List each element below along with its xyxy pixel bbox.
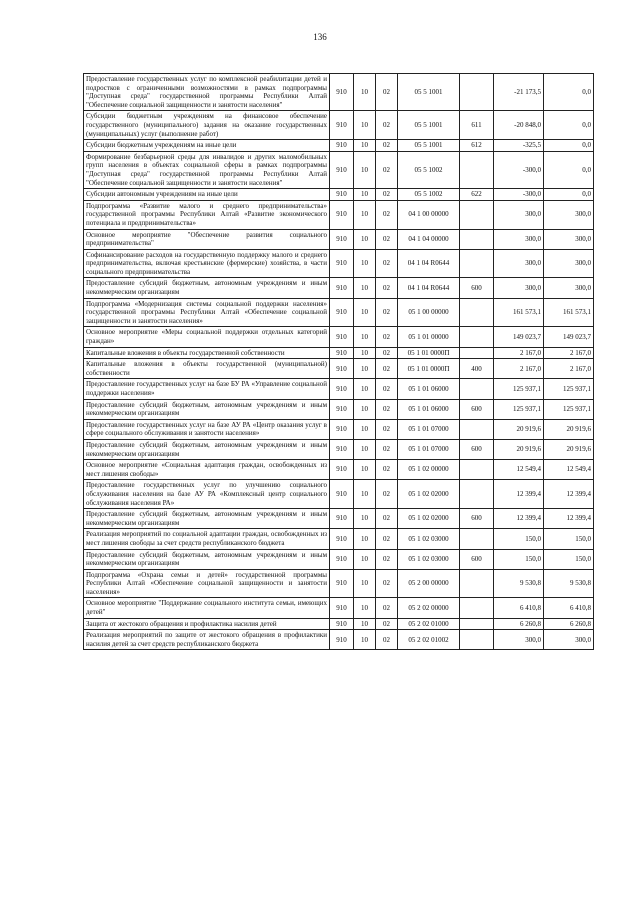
row-section-code: 10	[354, 140, 376, 152]
row-grbs-code: 910	[330, 569, 354, 598]
row-subsection-code: 02	[376, 140, 398, 152]
row-subsection-code: 02	[376, 298, 398, 327]
row-section-code: 10	[354, 298, 376, 327]
row-target-article-code: 05 1 02 00000	[398, 460, 460, 480]
row-target-article-code: 05 5 1002	[398, 189, 460, 201]
row-subsection-code: 02	[376, 229, 398, 249]
row-description: Реализация мероприятий по защите от жестокого обращения в профилактики насилия детей за счет средств республиканского бюджета	[84, 630, 330, 650]
row-amount-year-1: 9 530,8	[494, 569, 544, 598]
row-grbs-code: 910	[330, 111, 354, 140]
row-subsection-code: 02	[376, 598, 398, 618]
row-section-code: 10	[354, 111, 376, 140]
row-target-article-code: 05 1 01 06000	[398, 379, 460, 399]
row-amount-year-1: 12 549,4	[494, 460, 544, 480]
row-grbs-code: 910	[330, 480, 354, 509]
row-grbs-code: 910	[330, 298, 354, 327]
row-amount-year-1: 125 937,1	[494, 379, 544, 399]
row-grbs-code: 910	[330, 229, 354, 249]
row-amount-year-2: 0,0	[544, 74, 594, 111]
row-target-article-code: 05 5 1001	[398, 140, 460, 152]
row-section-code: 10	[354, 419, 376, 439]
row-subsection-code: 02	[376, 379, 398, 399]
row-amount-year-2: 125 937,1	[544, 399, 594, 419]
table-row	[84, 249, 594, 278]
row-subsection-code: 02	[376, 480, 398, 509]
row-grbs-code: 910	[330, 549, 354, 569]
row-description: Софинансирование расходов на государственную поддержку малого и среднего предпринимательства, включая крестьянские (фермерские) хозяйства, в части социального предпринимательства	[84, 249, 330, 278]
row-section-code: 10	[354, 229, 376, 249]
table-row	[84, 529, 594, 549]
row-section-code: 10	[354, 439, 376, 459]
table-row	[84, 111, 594, 140]
row-description: Подпрограмма «Охрана семьи и детей» государственной программы Республики Алтай «Обеспечение социальной защищенности и занятости населения»	[84, 569, 330, 598]
row-amount-year-1: 12 399,4	[494, 509, 544, 529]
row-subsection-code: 02	[376, 630, 398, 650]
row-target-article-code: 05 5 1001	[398, 74, 460, 111]
row-grbs-code: 910	[330, 509, 354, 529]
row-subsection-code: 02	[376, 419, 398, 439]
row-target-article-code: 05 2 02 01000	[398, 618, 460, 630]
row-description: Основное мероприятие «Меры социальной поддержки отдельных категорий граждан»	[84, 327, 330, 347]
row-expense-type-code	[460, 598, 494, 618]
row-target-article-code: 05 2 00 00000	[398, 569, 460, 598]
row-amount-year-1: 300,0	[494, 278, 544, 298]
row-target-article-code: 04 1 04 R0644	[398, 278, 460, 298]
row-grbs-code: 910	[330, 598, 354, 618]
table-row	[84, 359, 594, 379]
row-description: Защита от жестокого обращения и профилактика насилия детей	[84, 618, 330, 630]
row-section-code: 10	[354, 399, 376, 419]
row-amount-year-1: 300,0	[494, 200, 544, 229]
row-expense-type-code: 600	[460, 509, 494, 529]
row-subsection-code: 02	[376, 509, 398, 529]
row-subsection-code: 02	[376, 399, 398, 419]
row-grbs-code: 910	[330, 419, 354, 439]
row-description: Капитальные вложения в объекты государственной собственности	[84, 347, 330, 359]
row-target-article-code: 05 1 01 07000	[398, 419, 460, 439]
row-section-code: 10	[354, 278, 376, 298]
row-amount-year-1: 149 023,7	[494, 327, 544, 347]
row-expense-type-code	[460, 379, 494, 399]
table-row	[84, 399, 594, 419]
row-expense-type-code	[460, 151, 494, 188]
row-amount-year-2: 2 167,0	[544, 359, 594, 379]
row-amount-year-2: 300,0	[544, 229, 594, 249]
row-section-code: 10	[354, 460, 376, 480]
row-expense-type-code: 600	[460, 399, 494, 419]
row-grbs-code: 910	[330, 140, 354, 152]
row-expense-type-code	[460, 298, 494, 327]
row-section-code: 10	[354, 569, 376, 598]
row-description: Субсидии бюджетным учреждениям на финансовое обеспечение государственного (муниципального) задания на оказание государственных (муниципальных) услуг (выполнение работ)	[84, 111, 330, 140]
table-row	[84, 189, 594, 201]
row-description: Субсидии бюджетным учреждениям на иные цели	[84, 140, 330, 152]
row-amount-year-2: 300,0	[544, 630, 594, 650]
row-section-code: 10	[354, 151, 376, 188]
row-amount-year-1: 150,0	[494, 549, 544, 569]
table-row	[84, 480, 594, 509]
row-subsection-code: 02	[376, 569, 398, 598]
row-amount-year-2: 20 919,6	[544, 439, 594, 459]
row-expense-type-code: 600	[460, 278, 494, 298]
budget-table	[83, 73, 594, 650]
row-grbs-code: 910	[330, 630, 354, 650]
row-description: Подпрограмма «Развитие малого и среднего предпринимательства» государственной программы Республики Алтай «Развитие экономического потенциала и предпринимательства»	[84, 200, 330, 229]
row-grbs-code: 910	[330, 399, 354, 419]
row-target-article-code: 04 1 04 R0644	[398, 249, 460, 278]
row-amount-year-2: 161 573,1	[544, 298, 594, 327]
row-target-article-code: 05 1 01 06000	[398, 399, 460, 419]
table-row	[84, 151, 594, 188]
table-row	[84, 200, 594, 229]
row-expense-type-code	[460, 347, 494, 359]
table-row	[84, 74, 594, 111]
table-row	[84, 549, 594, 569]
row-amount-year-1: 300,0	[494, 630, 544, 650]
row-description: Реализация мероприятий по социальной адаптации граждан, освобожденных из мест лишения свободы за счет средств республиканского бюджета	[84, 529, 330, 549]
row-amount-year-2: 6 410,8	[544, 598, 594, 618]
row-grbs-code: 910	[330, 151, 354, 188]
row-section-code: 10	[354, 379, 376, 399]
row-target-article-code: 05 1 01 0000П	[398, 347, 460, 359]
row-amount-year-1: 2 167,0	[494, 347, 544, 359]
row-target-article-code: 05 5 1001	[398, 111, 460, 140]
row-subsection-code: 02	[376, 439, 398, 459]
row-description: Предоставление субсидий бюджетным, автономным учреждениям и иным некоммерческим организациям	[84, 549, 330, 569]
row-description: Предоставление субсидий бюджетным, автономным учреждениям и иным некоммерческим организациям	[84, 278, 330, 298]
row-description: Предоставление субсидий бюджетным, автономным учреждениям и иным некоммерческим организациям	[84, 509, 330, 529]
table-row	[84, 630, 594, 650]
row-amount-year-1: 12 399,4	[494, 480, 544, 509]
row-subsection-code: 02	[376, 249, 398, 278]
row-target-article-code: 05 1 02 03000	[398, 529, 460, 549]
row-expense-type-code	[460, 327, 494, 347]
row-description: Предоставление государственных услуг на базе АУ РА «Центр оказания услуг в сфере социального обслуживания и занятости населения»	[84, 419, 330, 439]
row-amount-year-1: -300,0	[494, 151, 544, 188]
row-amount-year-2: 12 549,4	[544, 460, 594, 480]
row-amount-year-2: 125 937,1	[544, 379, 594, 399]
row-subsection-code: 02	[376, 460, 398, 480]
row-grbs-code: 910	[330, 359, 354, 379]
row-expense-type-code	[460, 529, 494, 549]
row-section-code: 10	[354, 74, 376, 111]
row-amount-year-1: 300,0	[494, 229, 544, 249]
row-grbs-code: 910	[330, 379, 354, 399]
row-amount-year-2: 300,0	[544, 249, 594, 278]
row-expense-type-code	[460, 229, 494, 249]
row-section-code: 10	[354, 630, 376, 650]
row-amount-year-1: 20 919,6	[494, 419, 544, 439]
row-grbs-code: 910	[330, 347, 354, 359]
row-expense-type-code	[460, 569, 494, 598]
row-amount-year-2: 0,0	[544, 151, 594, 188]
row-amount-year-2: 300,0	[544, 200, 594, 229]
row-subsection-code: 02	[376, 200, 398, 229]
row-amount-year-1: 300,0	[494, 249, 544, 278]
row-description: Предоставление субсидий бюджетным, автономным учреждениям и иным некоммерческим организациям	[84, 439, 330, 459]
row-expense-type-code	[460, 74, 494, 111]
row-amount-year-2: 150,0	[544, 529, 594, 549]
row-description: Капитальные вложения в объекты государственной (муниципальной) собственности	[84, 359, 330, 379]
row-target-article-code: 05 1 02 03000	[398, 549, 460, 569]
row-description: Предоставление государственных услуг по комплексной реабилитации детей и подростков с ограниченными возможностями в рамках подпрограммы "Доступная среда" государственной программы Республики Алтай "Обеспечение социальной защищенности и занятости населения"	[84, 74, 330, 111]
row-amount-year-1: 150,0	[494, 529, 544, 549]
row-grbs-code: 910	[330, 460, 354, 480]
table-row	[84, 140, 594, 152]
row-amount-year-1: -21 173,5	[494, 74, 544, 111]
row-description: Предоставление государственных услуг по улучшению социального обслуживания населения на базе АУ РА «Комплексный центр социального обслуживания населения РА»	[84, 480, 330, 509]
row-expense-type-code: 600	[460, 549, 494, 569]
table-row	[84, 347, 594, 359]
table-row	[84, 298, 594, 327]
row-target-article-code: 05 1 00 00000	[398, 298, 460, 327]
row-expense-type-code	[460, 249, 494, 278]
row-section-code: 10	[354, 347, 376, 359]
row-section-code: 10	[354, 618, 376, 630]
row-description: Формирование безбарьерной среды для инвалидов и других маломобильных групп населения в объектах социальной сферы в рамках подпрограммы "Доступная среда" государственной программы Республики Алтай "Обеспечение социальной защищенности и занятости населения"	[84, 151, 330, 188]
row-amount-year-2: 2 167,0	[544, 347, 594, 359]
row-amount-year-1: -20 848,0	[494, 111, 544, 140]
row-amount-year-2: 0,0	[544, 189, 594, 201]
row-target-article-code: 04 1 00 00000	[398, 200, 460, 229]
row-target-article-code: 05 1 02 02000	[398, 480, 460, 509]
row-description: Предоставление субсидий бюджетным, автономным учреждениям и иным некоммерческим организациям	[84, 399, 330, 419]
row-grbs-code: 910	[330, 249, 354, 278]
row-grbs-code: 910	[330, 74, 354, 111]
row-amount-year-1: 125 937,1	[494, 399, 544, 419]
row-section-code: 10	[354, 189, 376, 201]
row-subsection-code: 02	[376, 347, 398, 359]
row-expense-type-code	[460, 460, 494, 480]
row-section-code: 10	[354, 549, 376, 569]
row-amount-year-1: -300,0	[494, 189, 544, 201]
table-row	[84, 229, 594, 249]
table-row	[84, 419, 594, 439]
row-section-code: 10	[354, 529, 376, 549]
table-row	[84, 509, 594, 529]
row-amount-year-2: 12 399,4	[544, 480, 594, 509]
row-description: Основное мероприятие "Поддержание социального института семьи, имеющих детей"	[84, 598, 330, 618]
row-grbs-code: 910	[330, 439, 354, 459]
row-subsection-code: 02	[376, 618, 398, 630]
row-target-article-code: 05 1 02 02000	[398, 509, 460, 529]
row-grbs-code: 910	[330, 189, 354, 201]
row-expense-type-code: 612	[460, 140, 494, 152]
table-row	[84, 618, 594, 630]
row-subsection-code: 02	[376, 189, 398, 201]
row-subsection-code: 02	[376, 111, 398, 140]
row-subsection-code: 02	[376, 529, 398, 549]
row-amount-year-2: 20 919,6	[544, 419, 594, 439]
row-amount-year-1: 20 919,6	[494, 439, 544, 459]
table-row	[84, 569, 594, 598]
row-amount-year-2: 149 023,7	[544, 327, 594, 347]
row-grbs-code: 910	[330, 618, 354, 630]
row-section-code: 10	[354, 200, 376, 229]
row-expense-type-code: 600	[460, 439, 494, 459]
row-amount-year-1: 6 410,8	[494, 598, 544, 618]
row-target-article-code: 05 1 01 0000П	[398, 359, 460, 379]
row-amount-year-2: 0,0	[544, 140, 594, 152]
row-subsection-code: 02	[376, 151, 398, 188]
row-expense-type-code	[460, 480, 494, 509]
row-amount-year-2: 150,0	[544, 549, 594, 569]
row-grbs-code: 910	[330, 278, 354, 298]
row-subsection-code: 02	[376, 74, 398, 111]
row-target-article-code: 05 2 02 01002	[398, 630, 460, 650]
row-expense-type-code: 611	[460, 111, 494, 140]
table-row	[84, 439, 594, 459]
table-row	[84, 278, 594, 298]
row-amount-year-1: 6 260,8	[494, 618, 544, 630]
row-subsection-code: 02	[376, 359, 398, 379]
row-target-article-code: 05 1 01 07000	[398, 439, 460, 459]
row-grbs-code: 910	[330, 327, 354, 347]
row-description: Основное мероприятие "Обеспечение развития социального предпринимательства"	[84, 229, 330, 249]
table-row	[84, 327, 594, 347]
row-expense-type-code	[460, 419, 494, 439]
row-target-article-code: 05 2 02 00000	[398, 598, 460, 618]
row-target-article-code: 05 1 01 00000	[398, 327, 460, 347]
row-expense-type-code: 400	[460, 359, 494, 379]
row-amount-year-2: 300,0	[544, 278, 594, 298]
row-description: Субсидии автономным учреждениям на иные цели	[84, 189, 330, 201]
page-number: 136	[313, 32, 327, 42]
row-amount-year-2: 9 530,8	[544, 569, 594, 598]
row-subsection-code: 02	[376, 549, 398, 569]
row-description: Подпрограмма «Модернизация системы социальной поддержки населения» государственной программы Республики Алтай «Обеспечение социальной защищенности и занятости населения»	[84, 298, 330, 327]
row-section-code: 10	[354, 327, 376, 347]
row-description: Основное мероприятие «Социальная адаптация граждан, освобожденных из мест лишения свободы»	[84, 460, 330, 480]
row-section-code: 10	[354, 359, 376, 379]
row-expense-type-code	[460, 630, 494, 650]
row-target-article-code: 04 1 04 00000	[398, 229, 460, 249]
row-amount-year-1: 2 167,0	[494, 359, 544, 379]
row-amount-year-2: 12 399,4	[544, 509, 594, 529]
row-amount-year-2: 6 260,8	[544, 618, 594, 630]
row-description: Предоставление государственных услуг на базе БУ РА «Управление социальной поддержки населения»	[84, 379, 330, 399]
row-section-code: 10	[354, 509, 376, 529]
row-section-code: 10	[354, 249, 376, 278]
table-row	[84, 598, 594, 618]
row-expense-type-code	[460, 200, 494, 229]
row-amount-year-1: 161 573,1	[494, 298, 544, 327]
row-expense-type-code	[460, 618, 494, 630]
row-expense-type-code: 622	[460, 189, 494, 201]
row-target-article-code: 05 5 1002	[398, 151, 460, 188]
row-section-code: 10	[354, 598, 376, 618]
row-subsection-code: 02	[376, 327, 398, 347]
row-subsection-code: 02	[376, 278, 398, 298]
table-row	[84, 379, 594, 399]
row-grbs-code: 910	[330, 529, 354, 549]
table-body	[84, 74, 594, 650]
table-row	[84, 460, 594, 480]
row-section-code: 10	[354, 480, 376, 509]
row-grbs-code: 910	[330, 200, 354, 229]
row-amount-year-1: -325,5	[494, 140, 544, 152]
row-amount-year-2: 0,0	[544, 111, 594, 140]
